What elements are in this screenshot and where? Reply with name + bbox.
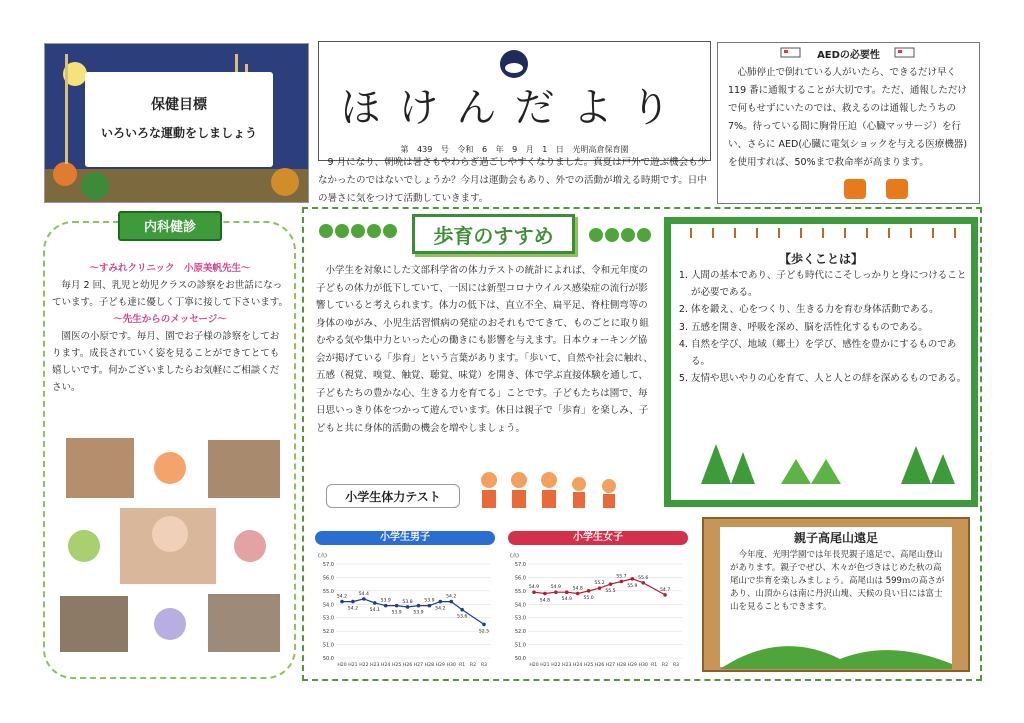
clinic-name: ～すみれクリニック 小原美帆先生～	[89, 263, 251, 274]
y-tick-label: 57.0	[514, 562, 526, 568]
data-label: 54.9	[561, 597, 572, 603]
data-label: 55.2	[594, 581, 605, 587]
data-point	[460, 608, 464, 612]
decor-circle	[68, 530, 100, 562]
x-tick-label: R1	[651, 663, 658, 668]
data-label: 54.9	[550, 585, 561, 591]
data-point	[598, 586, 602, 590]
data-point	[373, 601, 377, 605]
x-tick-label: R2	[662, 663, 669, 668]
data-label: 53.9	[424, 598, 435, 604]
mountain-illustration	[720, 629, 952, 669]
clinic-photo-collage	[60, 438, 288, 654]
issue-number: 第 439 号	[400, 145, 449, 154]
data-label: 54.7	[659, 587, 671, 593]
health-goal-text: いろいろな運動をしましょう	[100, 126, 257, 140]
aed-box	[717, 42, 980, 204]
walking-points-notepad	[664, 217, 978, 507]
y-tick-label: 51.0	[514, 642, 526, 649]
data-point	[395, 604, 399, 608]
aed-body: 心肺停止で倒れている人がいたら、できるだけ早く 119 番に通報することが大切です。ただ、通報しただけで何もせずにいたのでは、救えるのは通報したうちの 7%。待っている間に胸骨圧迫（心臓マッサージ）を行い、さらに AED(心臓に電気ショックを与える医療機器)を使用すれば、50%まで救命率が高まります。	[728, 67, 968, 168]
girls-chart-title: 小学生女子	[508, 531, 688, 545]
data-point	[428, 604, 432, 608]
data-point	[417, 604, 421, 608]
newsletter-title: ほけんだより	[340, 85, 689, 131]
list-item: 5. 友情や思いやりの心を育て、人と人との絆を深めるものである。	[691, 371, 971, 388]
forest-illustration	[691, 434, 961, 494]
data-point	[554, 590, 558, 594]
data-label: 54.2	[435, 606, 446, 612]
data-label: 52.5	[478, 629, 490, 635]
doctor-message: 園医の小原です。毎月、園でお子様の診察をしております。成長されていく姿を見ることができてとても嬉しいです。何かございましたらお気軽にご相談ください。	[52, 331, 280, 393]
data-point	[482, 623, 486, 627]
clinic-tab: 内科健診	[118, 211, 222, 241]
x-tick-label: H26	[594, 663, 605, 668]
x-tick-label: H23	[562, 663, 572, 668]
y-tick-label: 50.0	[322, 656, 334, 662]
boys-fitness-chart	[314, 548, 496, 672]
y-tick-label: 54.0	[322, 602, 334, 609]
data-point	[384, 604, 388, 608]
y-tick-label: 56.0	[514, 575, 526, 582]
photo-checkup-4	[208, 594, 280, 652]
points-title: 【歩くことは】	[778, 252, 863, 266]
data-point	[340, 600, 344, 604]
data-point	[641, 581, 645, 585]
x-tick-label: R3	[672, 663, 680, 668]
data-label: 54.1	[369, 607, 380, 613]
decor-circle	[154, 452, 186, 484]
x-tick-label: H25	[391, 663, 402, 668]
photo-checkup-2	[208, 440, 280, 498]
aed-device-icon	[842, 175, 912, 201]
y-tick-label: 50.0	[514, 656, 526, 662]
photo-checkup-1	[66, 438, 134, 498]
x-tick-label: H27	[413, 663, 424, 668]
trees-icon	[318, 221, 398, 243]
trip-box	[702, 517, 970, 672]
x-tick-label: R1	[459, 663, 466, 668]
notepad-rings	[671, 224, 971, 240]
x-tick-label: H27	[605, 663, 616, 668]
data-label: 54.8	[572, 586, 583, 592]
data-point	[587, 589, 591, 593]
data-label: 53.8	[402, 599, 413, 605]
list-item: 2. 体を鍛え、心をつくり、生きる力を育む身体活動である。	[691, 302, 971, 319]
y-tick-label: 53.0	[514, 615, 526, 622]
x-tick-label: H30	[446, 663, 456, 668]
health-goal-card	[44, 43, 309, 203]
y-tick-label: 55.0	[514, 588, 526, 595]
x-tick-label: H22	[551, 663, 561, 668]
data-label: 53.9	[391, 610, 402, 616]
data-point	[620, 580, 624, 584]
data-label: 54.4	[358, 591, 369, 597]
data-point	[362, 597, 366, 601]
newsletter-header	[318, 41, 711, 161]
clinic-text	[52, 260, 288, 396]
x-tick-label: H30	[638, 663, 648, 668]
walking-points-list	[677, 268, 971, 389]
trees-icon	[588, 225, 658, 247]
x-tick-label: H26	[402, 663, 413, 668]
x-tick-label: H23	[370, 663, 380, 668]
data-point	[631, 577, 635, 581]
data-label: 53.6	[457, 614, 468, 620]
x-tick-label: H20	[529, 663, 539, 668]
y-axis-label: (点)	[510, 553, 519, 559]
x-tick-label: H29	[435, 663, 445, 668]
data-label: 54.2	[446, 594, 457, 600]
data-point	[532, 590, 536, 594]
list-item: 3. 五感を開き、呼吸を深め、脳を活性化するものである。	[691, 320, 971, 337]
x-tick-label: H25	[583, 663, 594, 668]
decor-circle	[154, 608, 186, 640]
x-tick-label: H24	[573, 663, 583, 668]
data-label: 54.2	[336, 594, 348, 600]
x-tick-label: H29	[627, 663, 637, 668]
data-point	[565, 590, 569, 594]
boys-chart-title: 小学生男子	[315, 531, 495, 545]
data-point	[406, 605, 410, 609]
x-tick-label: H28	[424, 663, 435, 668]
data-point	[576, 592, 580, 596]
message-heading: ～先生からのメッセージ～	[113, 314, 227, 325]
y-tick-label: 52.0	[322, 629, 334, 636]
walking-body: 小学生を対象にした文部科学省の体力テストの統計によれば、令和元年度の子どもの体力が低下していて、一因には新型コロナウイルス感染症の流行が影響していると考えられます。体力の低下は、直立不全、扁平足、脊柱側弯等の身体のゆがみ、小児生活習慣病の発症のおそれもでてきて、ものごとに取り組むやる気や集中力といった心の働きにも影響を与えます。日本ウォーキング協会が掲げている「歩育」という言葉があります。「歩いて、自然や社会に触れ、五感（視覚、嗅覚、触覚、聴覚、味覚）を開き、体で学ぶ直接体験を通して、子どもたちの豊かな心、生きる力を育てる」ことです。子どもたちは園で、毎日思いっきり体をつかって遊んでいます。休日は親子で「歩育」を楽しみ、子どもと共に身体的活動の機会を増やしましょう。	[316, 265, 653, 434]
clinic-intro: 毎月 2 回、乳児と幼児クラスの診察をお世話になっています。子ども達に優しく丁寧に接して下さいます。	[52, 280, 288, 308]
health-goal-title: 保健目標	[151, 97, 207, 113]
data-label: 54.9	[528, 585, 540, 591]
x-tick-label: H22	[359, 663, 369, 668]
x-tick-label: H20	[337, 663, 347, 668]
x-tick-label: R2	[470, 663, 477, 668]
data-label: 55.5	[605, 589, 616, 595]
y-tick-label: 51.0	[322, 642, 334, 649]
trip-title: 親子高尾山遠足	[793, 531, 878, 545]
data-label: 53.9	[413, 610, 424, 616]
data-point	[439, 600, 443, 604]
aed-title: AEDの必要性	[817, 50, 880, 61]
x-tick-label: H21	[540, 663, 550, 668]
publisher: 光明高倉保育園	[572, 145, 629, 154]
y-axis-label: (点)	[318, 553, 327, 559]
y-tick-label: 53.0	[322, 615, 334, 622]
data-label: 54.8	[539, 598, 551, 604]
data-point	[351, 600, 355, 604]
x-tick-label: H21	[348, 663, 358, 668]
list-item: 1. 人間の基本であり、子ども時代にこそしっかりと身につけることが必要である。	[691, 268, 971, 301]
girls-fitness-chart	[506, 548, 688, 672]
data-label: 53.9	[380, 598, 391, 604]
data-point	[609, 582, 613, 586]
y-tick-label: 55.0	[322, 588, 334, 595]
walking-title: 歩育のすすめ	[412, 214, 575, 254]
y-tick-label: 52.0	[514, 629, 526, 636]
y-tick-label: 54.0	[514, 602, 526, 609]
data-point	[543, 592, 547, 596]
x-tick-label: H28	[616, 663, 627, 668]
x-tick-label: R3	[480, 663, 488, 668]
intro-text: 9 月になり、朝晩は暑さもやわらぎ過ごしやすくなりました。真夏は戸外で遊ぶ機会も少なかったのではないでしょうか？今月は運動会もあり、外での活動が増える時期です。日中の暑さに気をつけて活動していきます。	[318, 157, 708, 204]
data-label: 55.9	[627, 583, 638, 589]
list-item: 4. 自然を学び、地域（郷土）を学び、感性を豊かにするものである。	[691, 337, 971, 370]
exercising-children-illustration	[474, 470, 634, 512]
data-label: 55.7	[616, 574, 627, 580]
trip-body: 今年度、光明学園では年長児親子遠足で、高尾山登山があります。親子でぜひ、木々が色づきはじめた秋の高尾山で歩育を楽しみましょう。高尾山は 599ｍの高さがあり、山頂からは南に丹沢山塊、天候の良い日には富士山を見ることもできます。	[730, 550, 945, 612]
x-tick-label: H24	[381, 663, 391, 668]
photo-checkup-3	[60, 596, 128, 652]
data-label: 54.2	[347, 606, 359, 612]
issue-date: 令和 6 年 9 月 1 日	[457, 145, 564, 154]
data-point	[663, 593, 667, 597]
data-label: 55.0	[583, 595, 594, 601]
data-point	[449, 600, 453, 604]
y-tick-label: 57.0	[322, 562, 334, 568]
fitness-test-label: 小学生体力テスト	[326, 484, 460, 508]
y-tick-label: 56.0	[322, 575, 334, 582]
data-label: 55.6	[638, 575, 649, 581]
decor-circle	[234, 530, 266, 562]
health-goal-panel	[85, 72, 273, 167]
